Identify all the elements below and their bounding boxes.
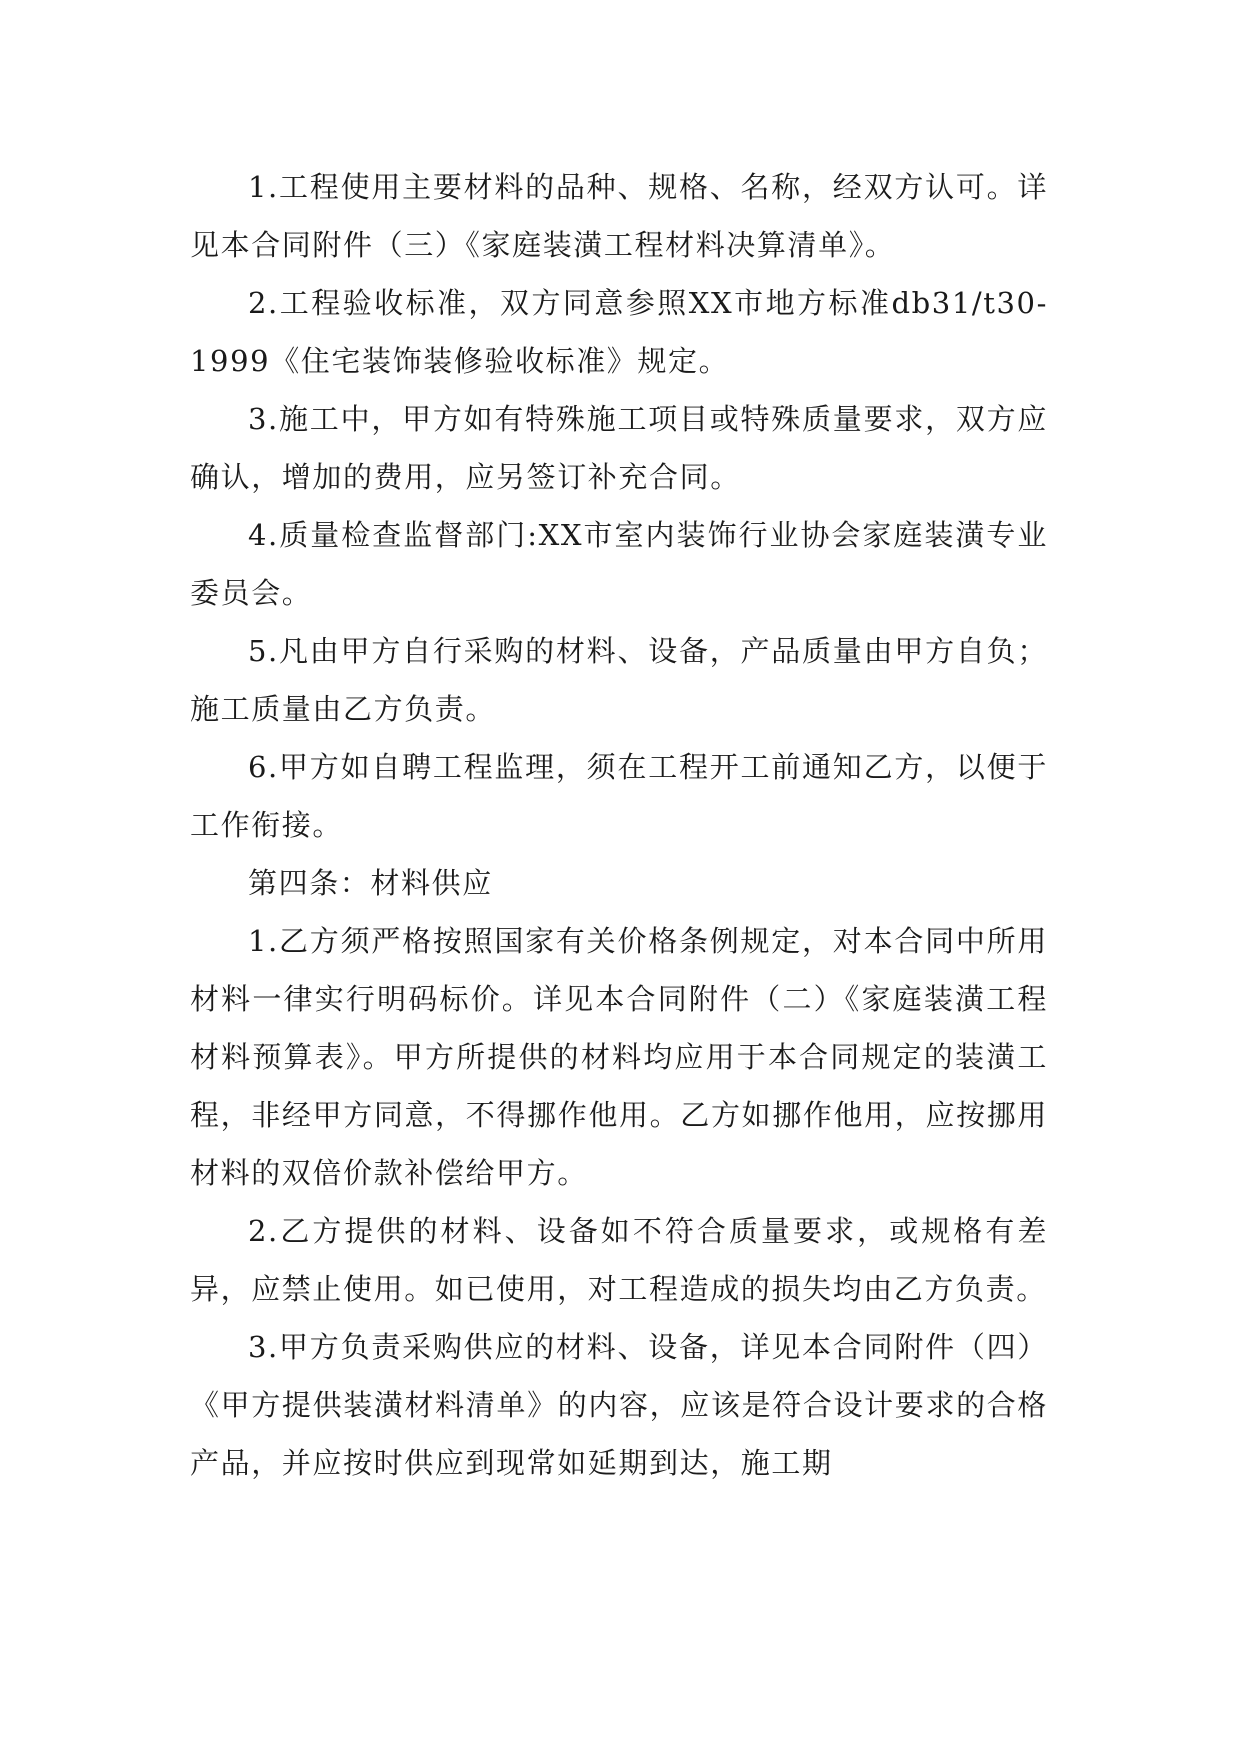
clause-3-item-2: 2.工程验收标准，双方同意参照XX市地方标准db31/t30-1999《住宅装饰装修验收标准》规定。	[190, 286, 1048, 378]
clause-3-item-6: 6.甲方如自聘工程监理，须在工程开工前通知乙方，以便于工作衔接。	[190, 750, 1048, 842]
clause-4-item-1: 1.乙方须严格按照国家有关价格条例规定，对本合同中所用材料一律实行明码标价。详见本合同附件（二）《家庭装潢工程材料预算表》。甲方所提供的材料均应用于本合同规定的装潢工程，非经甲方同意，不得挪作他用。乙方如挪作他用，应按挪用材料的双倍价款补偿给甲方。	[190, 924, 1048, 1190]
clause-3-item-1: 1.工程使用主要材料的品种、规格、名称，经双方认可。详见本合同附件（三）《家庭装潢工程材料决算清单》。	[190, 170, 1048, 262]
clause-3-item-5: 5.凡由甲方自行采购的材料、设备，产品质量由甲方自负；施工质量由乙方负责。	[190, 634, 1048, 726]
clause-3-item-4: 4.质量检查监督部门:XX市室内装饰行业协会家庭装潢专业委员会。	[190, 518, 1048, 610]
clause-4-item-2: 2.乙方提供的材料、设备如不符合质量要求，或规格有差异，应禁止使用。如已使用，对工程造成的损失均由乙方负责。	[190, 1214, 1048, 1306]
clause-3-item-3: 3.施工中，甲方如有特殊施工项目或特殊质量要求，双方应确认，增加的费用，应另签订补充合同。	[190, 402, 1048, 494]
clause-4-heading: 第四条：材料供应	[248, 866, 493, 900]
document-page	[190, 158, 1048, 1492]
clause-4-item-3: 3.甲方负责采购供应的材料、设备，详见本合同附件（四）《甲方提供装潢材料清单》的内容，应该是符合设计要求的合格产品，并应按时供应到现常如延期到达，施工期	[190, 1330, 1048, 1480]
